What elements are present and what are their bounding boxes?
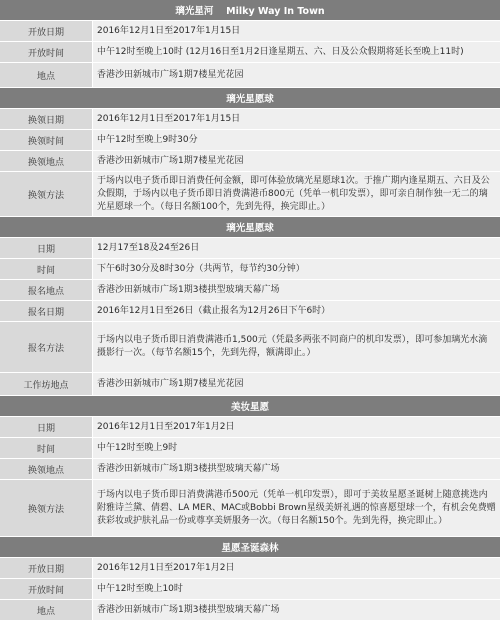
- row-label: 时间: [0, 438, 93, 458]
- row-value: [93, 558, 500, 578]
- table-row: [0, 172, 500, 217]
- row-value-text: 2016年12月1日至2017年1月15日: [97, 25, 241, 36]
- section-header: 璃光星愿球: [0, 88, 500, 109]
- row-value-text: 2016年12月1日至2017年1月2日: [97, 562, 235, 573]
- row-value-text: 2016年12月1日至26日（截止报名为12月26日下午6时）: [97, 305, 331, 316]
- row-value-text: 中午12时至晚上9时: [97, 442, 178, 453]
- row-value-text: 香港沙田新城市广场1期7楼星光花园: [97, 155, 244, 166]
- table-row: [0, 579, 500, 600]
- row-label: 换领方法: [0, 480, 93, 536]
- row-value: [93, 172, 500, 216]
- table-row: [0, 63, 500, 88]
- table-row: [0, 480, 500, 537]
- row-value: [93, 280, 500, 300]
- row-label: 开放日期: [0, 21, 93, 41]
- row-label: 换领方法: [0, 172, 93, 216]
- row-value-text: 于场内以电子货币即日消费任何金额，即可体验放璃光星愿球1次。于推广期内逢星期五、六日及公众假期，于场内以电子货币即日消费满港币800元（凭单一机印发票），即可亲自制作独一无二的璃光星愿球一个。（每日名额100个，先到先得，换完即止。）: [97, 175, 490, 212]
- row-label: 换领日期: [0, 109, 93, 129]
- table-row: [0, 558, 500, 579]
- table-row: [0, 417, 500, 438]
- row-value-text: 香港沙田新城市广场1期7楼星光花园: [97, 378, 244, 389]
- table-row: [0, 259, 500, 280]
- row-label: 日期: [0, 238, 93, 258]
- table-row: [0, 21, 500, 42]
- table-row: [0, 600, 500, 621]
- row-value: [93, 21, 500, 41]
- row-label: 地点: [0, 63, 93, 87]
- row-value-text: 于场内以电子货币即日消费满港币500元（凭单一机印发票），即可于美妆星愿圣诞树上随意挑选内附雅诗兰黛、倩碧、LA MER、MAC或Bobbi Brown星级美妍礼遇的惊喜愿望球一个，有机会免费赠获彩妆或护肤礼品一份或尊享美妍服务一次。（每日名额150个。先到先得，换完即止。）: [97, 489, 496, 526]
- row-value: [93, 373, 500, 395]
- row-value-text: 香港沙田新城市广场1期3楼拱型玻璃天幕广场: [97, 284, 280, 295]
- table-row: [0, 322, 500, 373]
- table-row: [0, 151, 500, 172]
- table-row: [0, 280, 500, 301]
- row-label: 换领地点: [0, 151, 93, 171]
- section-header: 美妆星愿: [0, 396, 500, 417]
- row-value-text: 2016年12月1日至2017年1月2日: [97, 421, 235, 432]
- row-value-text: 香港沙田新城市广场1期7楼星光花园: [97, 69, 244, 80]
- table-row: [0, 42, 500, 63]
- row-label: 报名方法: [0, 322, 93, 372]
- row-label: 报名日期: [0, 301, 93, 321]
- row-value: [93, 322, 500, 372]
- row-value: [93, 238, 500, 258]
- row-value: [93, 109, 500, 129]
- row-value: [93, 301, 500, 321]
- section-header: 璃光星河 Milky Way In Town: [0, 0, 500, 21]
- row-value: [93, 480, 500, 536]
- table-row: [0, 238, 500, 259]
- table-row: [0, 109, 500, 130]
- table-row: [0, 130, 500, 151]
- section-header: 星愿圣诞森林: [0, 537, 500, 558]
- section-header: 璃光星愿球: [0, 217, 500, 238]
- row-label: 地点: [0, 600, 93, 620]
- row-value: [93, 63, 500, 87]
- row-value: [93, 259, 500, 279]
- row-value: [93, 459, 500, 479]
- row-value: [93, 42, 500, 62]
- row-value: [93, 417, 500, 437]
- row-value: [93, 151, 500, 171]
- table-row: [0, 459, 500, 480]
- row-label: 换领时间: [0, 130, 93, 150]
- row-label: 换领地点: [0, 459, 93, 479]
- table-row: [0, 301, 500, 322]
- row-value-text: 香港沙田新城市广场1期3楼拱型玻璃天幕广场: [97, 463, 280, 474]
- row-value-text: 下午6时30分及8时30分（共两节，每节约30分钟）: [97, 263, 305, 274]
- row-value: [93, 579, 500, 599]
- row-label: 工作坊地点: [0, 373, 93, 395]
- row-value: [93, 600, 500, 620]
- row-value: [93, 130, 500, 150]
- row-label: 日期: [0, 417, 93, 437]
- row-value-text: 中午12时至晚上9时30分: [97, 134, 198, 145]
- row-label: 时间: [0, 259, 93, 279]
- row-value-text: 中午12时至晚上10时: [97, 583, 183, 594]
- table-row: [0, 373, 500, 396]
- row-value-text: 于场内以电子货币即日消费满港币1,500元（凭最多两张不同商户的机印发票），即可参加璃光水滴摄影行一次。（每节名额15个，先到先得，额满即止。）: [97, 335, 488, 358]
- row-value-text: 12月17至18及24至26日: [97, 242, 200, 253]
- table-row: [0, 438, 500, 459]
- row-label: 开放时间: [0, 42, 93, 62]
- row-value-text: 香港沙田新城市广场1期3楼拱型玻璃天幕广场: [97, 604, 280, 615]
- row-value-text: 2016年12月1日至2017年1月15日: [97, 113, 241, 124]
- row-value: [93, 438, 500, 458]
- row-label: 报名地点: [0, 280, 93, 300]
- row-label: 开放时间: [0, 579, 93, 599]
- row-value-text: 中午12时至晚上10时 (12月16日至1月2日逢星期五、六、日及公众假期将延长至晚上11时): [97, 46, 464, 57]
- row-label: 开放日期: [0, 558, 93, 578]
